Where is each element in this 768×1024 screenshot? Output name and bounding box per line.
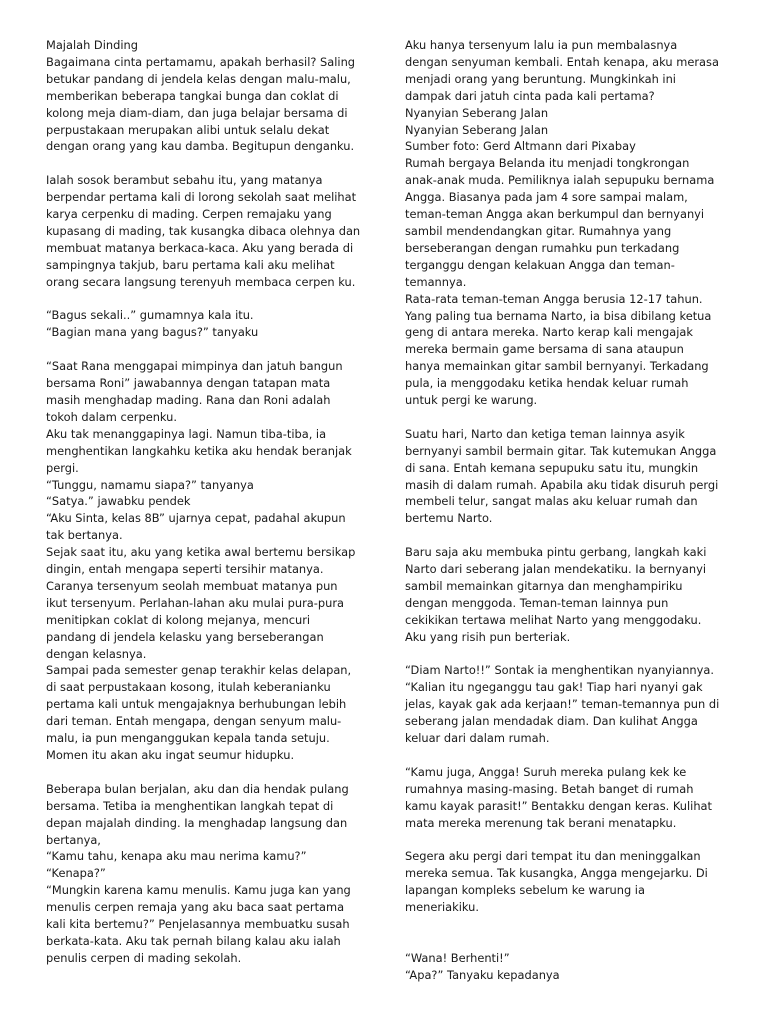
paragraph: “Kamu juga, Angga! Suruh mereka pulang kek ke rumahnya masing-masing. Betah banget di rumah kamu kayak parasit!” Bentakku dengan keras. Kulihat mata mereka merenung tak berani menatapku.: [405, 764, 712, 830]
paragraph-gap: [46, 764, 386, 781]
paragraph: Beberapa bulan berjalan, aku dan dia hendak pulang bersama. Tetiba ia menghentikan langkah tepat di depan majalah dinding. Ia menghadap langsung dan bertanya, “Kamu tahu, kenapa aku mau nerima kamu?” “Kenapa?” “Mungkin karena kamu menulis. Kamu juga kan yang menulis cerpen remaja yang aku baca saat pertama kali kita bertemu?” Penjelasannya membuatku susah berkata-kata. Aku tak pernah bilang kalau aku ialah penulis cerpen di mading sekolah.: [46, 781, 351, 965]
paragraph: Suatu hari, Narto dan ketiga teman lainnya asyik bernyanyi sambil bermain gitar. Tak kutemukan Angga di sana. Entah kemana sepupuku satu itu, mungkin masih di dalam rumah. Apabila aku tidak disuruh pergi membeli telur, sangat malas aku keluar rumah dan bertemu Narto.: [405, 426, 719, 526]
paragraph: Baru saja aku membuka pintu gerbang, langkah kaki Narto dari seberang jalan mendekatiku. Ia bernyanyi sambil memainkan gitarnya dan menghampiriku dengan menggoda. Teman-teman lainnya pun cekikikan tertawa melihat Narto yang menggodaku. Aku yang risih pun berteriak.: [405, 545, 707, 644]
paragraph-gap: [405, 527, 740, 544]
paragraph-gap: [405, 832, 740, 849]
paragraph: Aku hanya tersenyum lalu ia pun membalasnya dengan senyuman kembali. Entah kenapa, aku merasa menjadi orang yang beruntung. Mungkinkah ini dampak dari jatuh cinta pada kali pertama?: [405, 38, 719, 103]
story-title-repeat: Nyanyian Seberang Jalan: [405, 122, 549, 137]
paragraph: Ialah sosok berambut sebahu itu, yang matanya berpendar pertama kali di lorong sekolah saat melihat karya cerpenku di mading. Cerpen remajaku yang kupasang di mading, tak kusangka dibaca olehnya dan membuat matanya berkaca-kaca. Aku yang berada di sampingnya takjub, baru pertama kali aku melihat orang secara langsung terenyuh membaca cerpen ku.: [46, 173, 361, 289]
paragraph-gap: [46, 291, 386, 308]
paragraph-gap: [46, 155, 386, 172]
story-title: Nyanyian Seberang Jalan: [405, 105, 549, 120]
paragraph-gap: [405, 646, 740, 663]
paragraph: Rumah bergaya Belanda itu menjadi tongkrongan anak-anak muda. Pemiliknya ialah sepupuku bernama Angga. Biasanya pada jam 4 sore sampai malam, teman-teman Angga akan berkumpul dan bernyanyi sambil mendendangkan gitar. Rumahnya yang berseberangan dengan rumahku pun terkadang terganggu dengan kelakuan Angga dan teman- temannya. Rata-rata teman-teman Angga berusia 12-17 tahun. Yang paling tua bernama Narto, ia bisa dibilang ketua geng di antara mereka. Narto kerap kali mengajak mereka bermain game bersama di sana ataupun hanya memainkan gitar sambil bernyanyi. Terkadang pula, ia menggodaku ketika hendak keluar rumah untuk pergi ke warung.: [405, 156, 715, 408]
paragraph-gap: [405, 409, 740, 426]
photo-credit: Sumber foto: Gerd Altmann dari Pixabay: [405, 139, 636, 154]
paragraph: “Diam Narto!!” Sontak ia menghentikan nyanyiannya. “Kalian itu ngeganggu tau gak! Tiap hari nyanyi gak jelas, kayak gak ada kerjaan!” teman-temannya pun di seberang jalan mendadak diam. Dan kulihat Angga keluar dari dalam rumah.: [405, 663, 720, 746]
paragraph-gap: [46, 341, 386, 358]
paragraph: Bagaimana cinta pertamamu, apakah berhasil? Saling betukar pandang di jendela kelas dengan malu-malu, memberikan beberapa tangkai bunga dan coklat di kolong meja diam-diam, dan juga belajar bersama di perpustakaan merupakan alibi untuk selalu dekat dengan orang yang kau damba. Begitupun denganku.: [46, 54, 356, 154]
paragraph: “Bagus sekali..” gumamnya kala itu. “Bagian mana yang bagus?” tanyaku: [46, 308, 259, 340]
left-column: [46, 37, 386, 967]
paragraph: “Wana! Berhenti!” “Apa?” Tanyaku kepadanya: [405, 950, 560, 982]
paragraph: “Saat Rana menggapai mimpinya dan jatuh bangun bersama Roni” jawabannya dengan tatapan mata masih menghadap mading. Rana dan Roni adalah tokoh dalam cerpenku. Aku tak menanggapinya lagi. Namun tiba-tiba, ia menghentikan langkahku ketika aku hendak beranjak pergi. “Tunggu, namamu siapa?” tanyanya “Satya.” jawabku pendek “Aku Sinta, kelas 8B” ujarnya cepat, padahal akupun tak bertanya. Sejak saat itu, aku yang ketika awal bertemu bersikap dingin, entah mengapa seperti tersihir matanya. Caranya tersenyum seolah membuat matanya pun ikut tersenyum. Perlahan-lahan aku mulai pura-pura menitipkan coklat di kolong mejanya, mencuri pandang di jendela kelasku yang berseberangan dengan kelasnya. Sampai pada semester genap terakhir kelas delapan, di saat perpustakaan kosong, itulah keberanianku pertama kali untuk mengajaknya berhubungan lebih dari teman. Entah mengapa, dengan senyum malu- malu, ia pun menganggukan kepala tanda setuju. Momen itu akan aku ingat seumur hidupku.: [46, 359, 356, 763]
right-column: [405, 37, 740, 984]
paragraph: Segera aku pergi dari tempat itu dan meninggalkan mereka semua. Tak kusangka, Angga mengejarku. Di lapangan kompleks sebelum ke warung ia meneriakiku.: [405, 849, 708, 915]
paragraph-gap: [405, 747, 740, 764]
article-heading: Majalah Dinding: [46, 38, 138, 52]
paragraph-gap: [405, 916, 740, 950]
